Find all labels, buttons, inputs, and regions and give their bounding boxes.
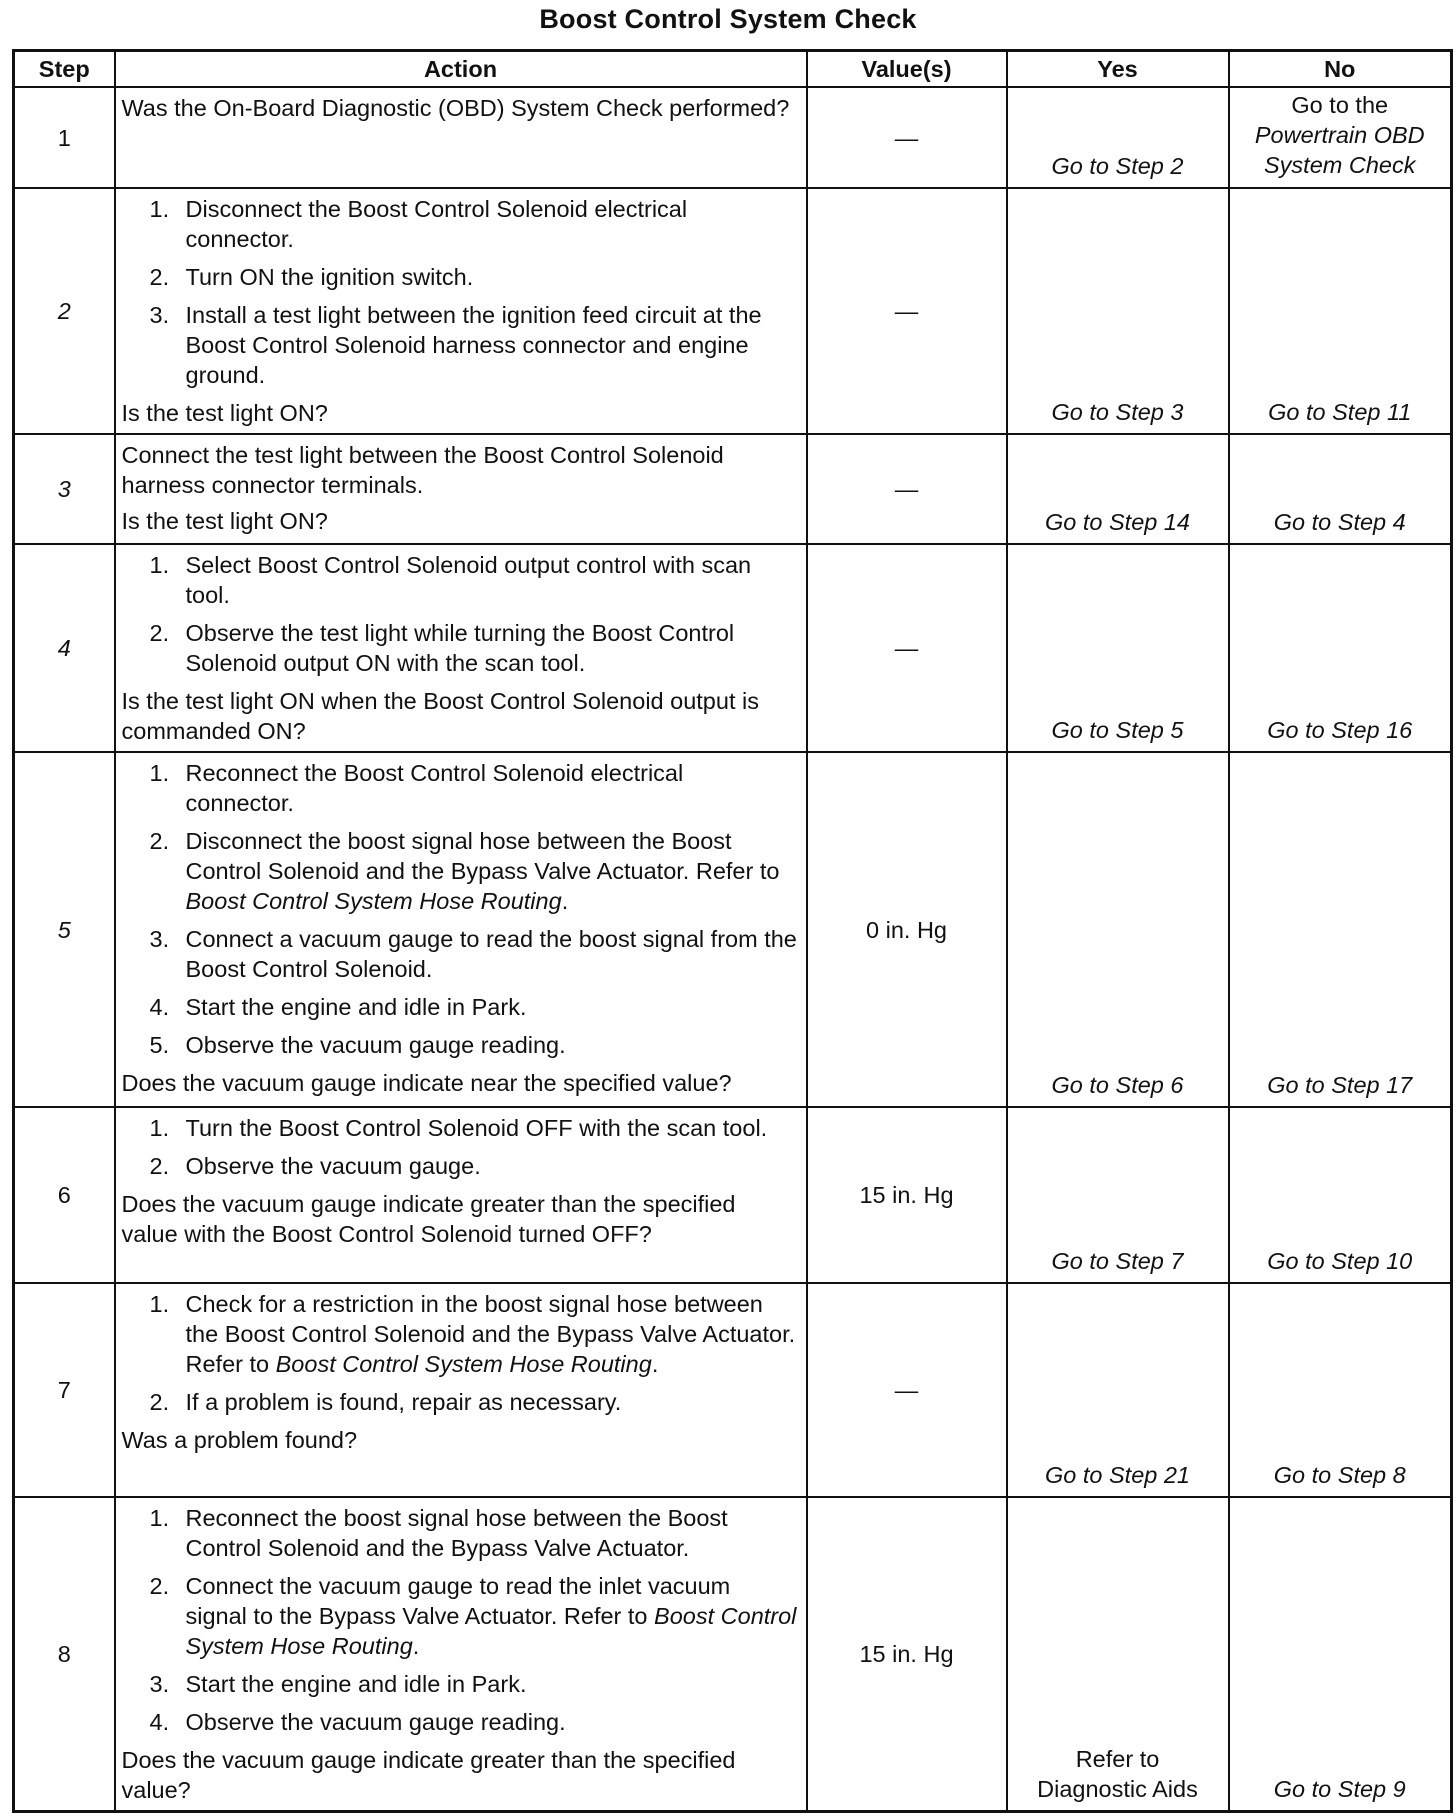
table-row xyxy=(14,752,1452,1107)
procedure-item: 1. Turn the Boost Control Solenoid OFF with the scan tool. xyxy=(149,1115,768,1141)
procedure-item: 1. Reconnect the boost signal hose between the Boost Control Solenoid and the Bypass Valve Actuator. xyxy=(149,1505,728,1561)
procedure-item: 2. Observe the vacuum gauge. xyxy=(149,1153,481,1179)
no-cell xyxy=(1229,87,1452,188)
procedure-item: 4. Start the engine and idle in Park. xyxy=(149,994,527,1020)
procedure-item: 2. Disconnect the boost signal hose between the Boost Control Solenoid and the Bypass Valve Actuator. Refer to Boost Control System Hose Routing. xyxy=(149,828,780,914)
value-cell: — xyxy=(807,434,1007,544)
table-row xyxy=(14,87,1452,188)
yes-text: Refer to xyxy=(1075,1746,1160,1772)
header-no: No xyxy=(1229,51,1452,88)
header-step: Step xyxy=(14,51,115,88)
question-text: Does the vacuum gauge indicate greater than the specified value with the Boost Control Solenoid turned OFF? xyxy=(121,1191,736,1247)
question-text: Does the vacuum gauge indicate near the specified value? xyxy=(121,1070,732,1096)
header-yes: Yes xyxy=(1007,51,1229,88)
action-cell xyxy=(115,434,807,544)
yes-cell xyxy=(1007,1497,1229,1812)
reference-link: Boost Control System Hose Routing xyxy=(185,888,562,914)
yes-cell: Go to Step 7 xyxy=(1007,1107,1229,1283)
step-number: 3 xyxy=(14,434,115,544)
yes-cell: Go to Step 3 xyxy=(1007,188,1229,434)
procedure-item: 1. Reconnect the Boost Control Solenoid electrical connector. xyxy=(149,760,684,816)
no-cell: Go to Step 9 xyxy=(1229,1497,1452,1812)
procedure-item: 3. Connect a vacuum gauge to read the boost signal from the Boost Control Solenoid. xyxy=(149,926,797,982)
yes-cell: Go to Step 21 xyxy=(1007,1283,1229,1497)
no-cell: Go to Step 4 xyxy=(1229,434,1452,544)
question-text: Is the test light ON when the Boost Control Solenoid output is commanded ON? xyxy=(121,688,759,744)
action-text: Was the On-Board Diagnostic (OBD) System Check performed? xyxy=(121,95,790,121)
no-cell: Go to Step 17 xyxy=(1229,752,1452,1107)
procedure-item: 2. If a problem is found, repair as necessary. xyxy=(149,1389,622,1415)
step-number: 5 xyxy=(14,752,115,1107)
yes-cell: Go to Step 14 xyxy=(1007,434,1229,544)
procedure-list xyxy=(122,1289,798,1417)
procedure-item: 3. Install a test light between the ignition feed circuit at the Boost Control Solenoid harness connector and engine ground. xyxy=(149,302,762,388)
yes-reference: Diagnostic Aids xyxy=(1037,1776,1198,1802)
procedure-item: 1. Select Boost Control Solenoid output control with scan tool. xyxy=(149,552,752,608)
value-cell: — xyxy=(807,87,1007,188)
page-title: Boost Control System Check xyxy=(539,4,917,34)
step-number: 8 xyxy=(14,1497,115,1812)
action-cell xyxy=(115,544,807,752)
procedure-item: 3. Start the engine and idle in Park. xyxy=(149,1671,527,1697)
procedure-list xyxy=(122,194,798,390)
no-cell: Go to Step 10 xyxy=(1229,1107,1452,1283)
table-row xyxy=(14,1497,1452,1812)
action-cell xyxy=(115,188,807,434)
table-row xyxy=(14,434,1452,544)
table-row xyxy=(14,544,1452,752)
reference-link: Boost Control System Hose Routing xyxy=(185,1603,797,1659)
action-cell xyxy=(115,1283,807,1497)
procedure-item: 1. Disconnect the Boost Control Solenoid electrical connector. xyxy=(149,196,688,252)
procedure-list xyxy=(122,550,798,678)
yes-cell: Go to Step 2 xyxy=(1007,87,1229,188)
step-number: 4 xyxy=(14,544,115,752)
action-cell xyxy=(115,1107,807,1283)
value-cell: 0 in. Hg xyxy=(807,752,1007,1107)
procedure-item: 5. Observe the vacuum gauge reading. xyxy=(149,1032,566,1058)
yes-cell: Go to Step 5 xyxy=(1007,544,1229,752)
procedure-item: 2. Connect the vacuum gauge to read the inlet vacuum signal to the Bypass Valve Actuator. Refer to Boost Control System Hose Routing. xyxy=(149,1573,797,1659)
table-row xyxy=(14,1283,1452,1497)
step-number: 6 xyxy=(14,1107,115,1283)
question-text: Was a problem found? xyxy=(121,1427,358,1453)
procedure-item: 4. Observe the vacuum gauge reading. xyxy=(149,1709,566,1735)
diagnostic-table xyxy=(12,49,1453,1813)
value-cell: 15 in. Hg xyxy=(807,1107,1007,1283)
value-cell: — xyxy=(807,544,1007,752)
header-action: Action xyxy=(115,51,807,88)
procedure-item: 2. Turn ON the ignition switch. xyxy=(149,264,474,290)
action-cell xyxy=(115,752,807,1107)
question-text: Is the test light ON? xyxy=(121,508,328,534)
no-cell: Go to Step 8 xyxy=(1229,1283,1452,1497)
no-text: Go to the xyxy=(1291,92,1389,118)
no-cell: Go to Step 11 xyxy=(1229,188,1452,434)
yes-cell: Go to Step 6 xyxy=(1007,752,1229,1107)
value-cell: 15 in. Hg xyxy=(807,1497,1007,1812)
step-number: 2 xyxy=(14,188,115,434)
value-cell: — xyxy=(807,1283,1007,1497)
step-number: 1 xyxy=(14,87,115,188)
action-cell xyxy=(115,1497,807,1812)
question-text: Does the vacuum gauge indicate greater than the specified value? xyxy=(121,1747,736,1803)
procedure-list xyxy=(122,1503,798,1737)
action-text: Connect the test light between the Boost Control Solenoid harness connector terminals. xyxy=(121,442,724,498)
procedure-list xyxy=(122,1113,798,1181)
value-cell: — xyxy=(807,188,1007,434)
step-number: 7 xyxy=(14,1283,115,1497)
no-reference: Powertrain OBD System Check xyxy=(1254,122,1425,178)
table-row xyxy=(14,188,1452,434)
reference-link: Boost Control System Hose Routing xyxy=(275,1351,652,1377)
action-cell xyxy=(115,87,807,188)
header-values: Value(s) xyxy=(807,51,1007,88)
procedure-item: 1. Check for a restriction in the boost signal hose between the Boost Control Solenoid and the Bypass Valve Actuator. Refer to Boost Control System Hose Routing. xyxy=(149,1291,796,1377)
table-row xyxy=(14,1107,1452,1283)
header-row xyxy=(14,51,1452,88)
no-cell: Go to Step 16 xyxy=(1229,544,1452,752)
procedure-item: 2. Observe the test light while turning the Boost Control Solenoid output ON with the scan tool. xyxy=(149,620,735,676)
procedure-list xyxy=(122,758,798,1060)
question-text: Is the test light ON? xyxy=(121,400,328,426)
